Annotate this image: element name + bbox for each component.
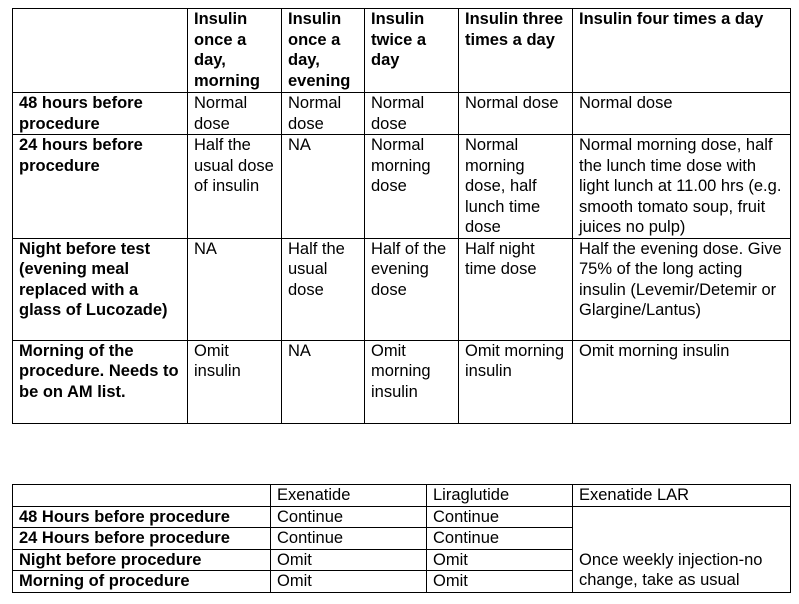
header-insulin-three-times: Insulin three times a day [459, 9, 573, 93]
table-cell: Normal dose [365, 93, 459, 135]
table-row [13, 135, 791, 239]
exenatide-lar-note: Once weekly injection-no change, take as usual [573, 506, 791, 592]
table-cell: Omit morning insulin [573, 340, 791, 423]
table-row [13, 238, 791, 340]
header-exenatide: Exenatide [271, 485, 427, 507]
glp1-schedule-table [12, 484, 791, 593]
table-cell: Half of the evening dose [365, 238, 459, 340]
row-label: Night before procedure [13, 549, 271, 571]
table-cell: Omit [427, 571, 573, 593]
row-label: 24 Hours before procedure [13, 528, 271, 550]
table-cell: Continue [427, 506, 573, 528]
row-label: 24 hours before procedure [13, 135, 188, 239]
table-cell: Normal morning dose, half lunch time dose [459, 135, 573, 239]
table-cell: Omit insulin [188, 340, 282, 423]
row-label: Morning of procedure [13, 571, 271, 593]
table-cell: NA [282, 135, 365, 239]
table-cell: Half the evening dose. Give 75% of the long acting insulin (Levemir/Detemir or Glargine/Lantus) [573, 238, 791, 340]
table-cell: Normal dose [573, 93, 791, 135]
table-cell: Normal dose [188, 93, 282, 135]
table-cell: Half the usual dose of insulin [188, 135, 282, 239]
table-header-row [13, 485, 791, 507]
table-header-cell [13, 9, 188, 93]
header-insulin-once-morning: Insulin once a day, morning [188, 9, 282, 93]
table-cell: Continue [271, 506, 427, 528]
header-insulin-four-times: Insulin four times a day [573, 9, 791, 93]
table-row [13, 506, 791, 528]
table-cell: Normal dose [282, 93, 365, 135]
header-exenatide-lar: Exenatide LAR [573, 485, 791, 507]
table-cell: Omit [271, 549, 427, 571]
table-row [13, 340, 791, 423]
table-cell: Normal morning dose, half the lunch time dose with light lunch at 11.00 hrs (e.g. smooth tomato soup, fruit juices no pulp) [573, 135, 791, 239]
table-cell: Normal dose [459, 93, 573, 135]
table-cell: Omit morning insulin [459, 340, 573, 423]
row-label: Morning of the procedure. Needs to be on AM list. [13, 340, 188, 423]
table-header-cell [13, 485, 271, 507]
table-cell: Omit morning insulin [365, 340, 459, 423]
row-label: 48 Hours before procedure [13, 506, 271, 528]
table-cell: Normal morning dose [365, 135, 459, 239]
table-cell: NA [188, 238, 282, 340]
table-cell: Continue [427, 528, 573, 550]
table-cell: NA [282, 340, 365, 423]
table-cell: Half night time dose [459, 238, 573, 340]
table-cell: Continue [271, 528, 427, 550]
insulin-schedule-table [12, 8, 791, 424]
table-header-row [13, 9, 791, 93]
table-row [13, 93, 791, 135]
header-insulin-twice: Insulin twice a day [365, 9, 459, 93]
row-label: Night before test (evening meal replaced with a glass of Lucozade) [13, 238, 188, 340]
row-label: 48 hours before procedure [13, 93, 188, 135]
header-liraglutide: Liraglutide [427, 485, 573, 507]
table-cell: Omit [427, 549, 573, 571]
table-cell: Omit [271, 571, 427, 593]
header-insulin-once-evening: Insulin once a day, evening [282, 9, 365, 93]
table-cell: Half the usual dose [282, 238, 365, 340]
